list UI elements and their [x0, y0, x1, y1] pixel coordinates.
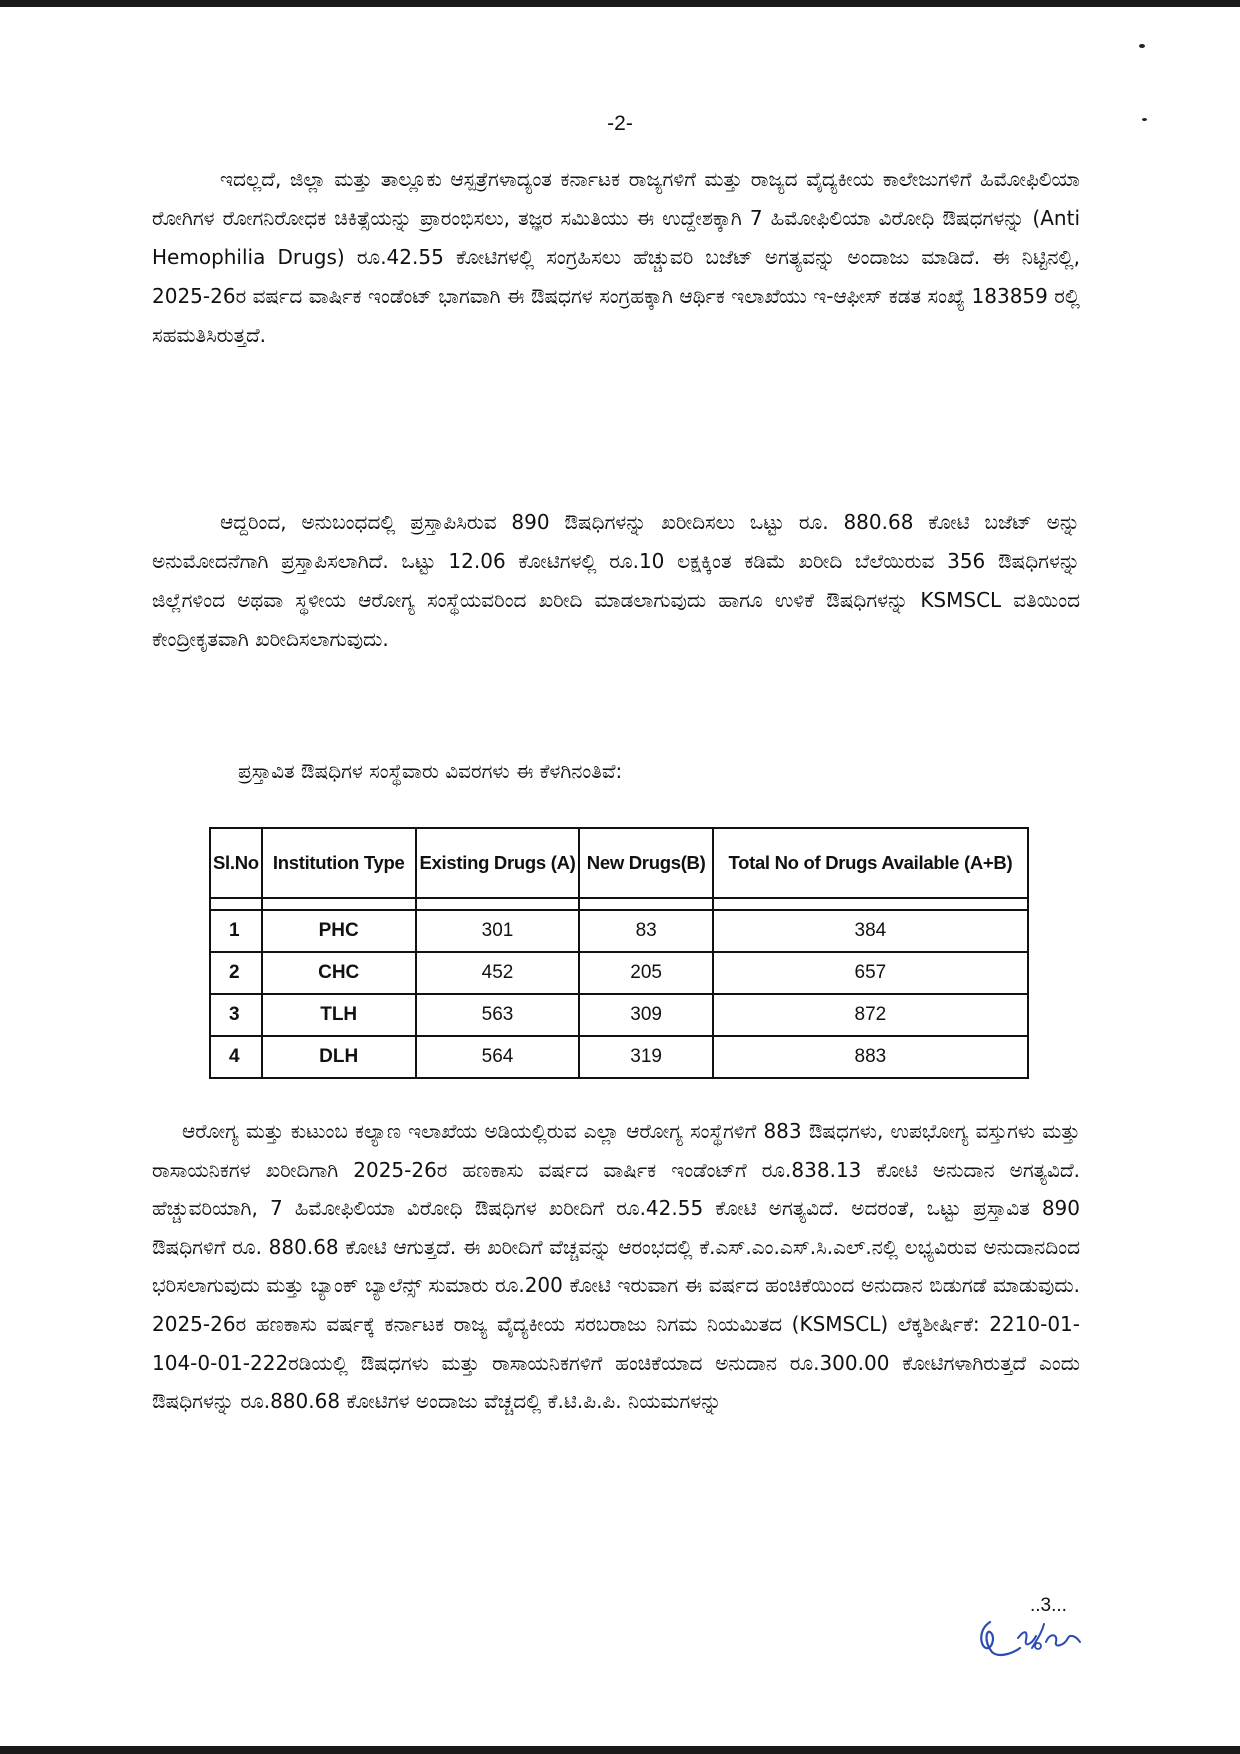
paragraph-hemophilia-budget: ಇದಲ್ಲದೆ, ಜಿಲ್ಲಾ ಮತ್ತು ತಾಲ್ಲೂಕು ಆಸ್ಪತ್ರೆಗಳಾದ್ಯಂತ ಕರ್ನಾಟಕ ರಾಜ್ಯಗಳಿಗೆ ಮತ್ತು ರಾಜ್ಯದ ವೈದ್ಯಕೀಯ ಕಾಲೇಜುಗಳಿಗೆ ಹಿಮೋಫಿಲಿಯಾ ರೋಗಿಗಳ ರೋಗನಿರೋಧಕ ಚಿಕಿತ್ಸೆಯನ್ನು ಪ್ರಾರಂಭಿಸಲು, ತಜ್ಞರ ಸಮಿತಿಯು ಈ ಉದ್ದೇಶಕ್ಕಾಗಿ 7 ಹಿಮೋಫಿಲಿಯಾ ವಿರೋಧಿ ಔಷಧಗಳನ್ನು (Anti Hemophilia Drugs) ರೂ.42.55 ಕೋಟಿಗಳಲ್ಲಿ ಸಂಗ್ರಹಿಸಲು ಹೆಚ್ಚುವರಿ ಬಜೆಟ್ ಅಗತ್ಯವನ್ನು ಅಂದಾಜು ಮಾಡಿದೆ. ಈ ನಿಟ್ಟಿನಲ್ಲಿ, 2025-26ರ ವರ್ಷದ ವಾರ್ಷಿಕ ಇಂಡೆಂಟ್ ಭಾಗವಾಗಿ ಈ ಔಷಧಗಳ ಸಂಗ್ರಹಕ್ಕಾಗಿ ಆರ್ಥಿಕ ಇಲಾಖೆಯು ಇ-ಆಫೀಸ್ ಕಡತ ಸಂಖ್ಯೆ 183859 ರಲ್ಲಿ ಸಹಮತಿಸಿರುತ್ತದೆ.	[152, 167, 1080, 347]
paragraph-budget-details: ಆರೋಗ್ಯ ಮತ್ತು ಕುಟುಂಬ ಕಲ್ಯಾಣ ಇಲಾಖೆಯ ಅಡಿಯಲ್ಲಿರುವ ಎಲ್ಲಾ ಆರೋಗ್ಯ ಸಂಸ್ಥೆಗಳಿಗೆ 883 ಔಷಧಗಳು, ಉಪಭೋಗ್ಯ ವಸ್ತುಗಳು ಮತ್ತು ರಾಸಾಯನಿಕಗಳ ಖರೀದಿಗಾಗಿ 2025-26ರ ಹಣಕಾಸು ವರ್ಷದ ವಾರ್ಷಿಕ ಇಂಡೆಂಟ್‌ಗೆ ರೂ.838.13 ಕೋಟಿ ಅನುದಾನ ಅಗತ್ಯವಿದೆ. ಹೆಚ್ಚುವರಿಯಾಗಿ, 7 ಹಿಮೋಫಿಲಿಯಾ ವಿರೋಧಿ ಔಷಧಿಗಳ ಖರೀದಿಗೆ ರೂ.42.55 ಕೋಟಿ ಅಗತ್ಯವಿದೆ. ಅದರಂತೆ, ಒಟ್ಟು ಪ್ರಸ್ತಾವಿತ 890 ಔಷಧಿಗಳಿಗೆ ರೂ. 880.68 ಕೋಟಿ ಆಗುತ್ತದೆ. ಈ ಖರೀದಿಗೆ ವೆಚ್ಚವನ್ನು ಆರಂಭದಲ್ಲಿ ಕೆ.ಎಸ್.ಎಂ.ಎಸ್.ಸಿ.ಎಲ್.ನಲ್ಲಿ ಲಭ್ಯವಿರುವ ಅನುದಾನದಿಂದ ಭರಿಸಲಾಗುವುದು ಮತ್ತು ಬ್ಯಾಂಕ್ ಬ್ಯಾಲೆನ್ಸ್ ಸುಮಾರು ರೂ.200 ಕೋಟಿ ಇರುವಾಗ ಈ ವರ್ಷದ ಹಂಚಿಕೆಯಿಂದ ಅನುದಾನ ಬಿಡುಗಡೆ ಮಾಡುವುದು. 2025-26ರ ಹಣಕಾಸು ವರ್ಷಕ್ಕೆ ಕರ್ನಾಟಕ ರಾಜ್ಯ ವೈದ್ಯಕೀಯ ಸರಬರಾಜು ನಿಗಮ ನಿಯಮಿತದ (KSMSCL) ಲೆಕ್ಕಶೀರ್ಷಿಕೆ: 2210-01-104-0-01-222ರಡಿಯಲ್ಲಿ ಔಷಧಗಳು ಮತ್ತು ರಾಸಾಯನಿಕಗಳಿಗೆ ಹಂಚಿಕೆಯಾದ ಅನುದಾನ ರೂ.300.00 ಕೋಟಿಗಳಾಗಿರುತ್ತದೆ ಎಂದು ಔಷಧಿಗಳನ್ನು ರೂ.880.68 ಕೋಟಿಗಳ ಅಂದಾಜು ವೆಚ್ಚದಲ್ಲಿ ಕೆ.ಟಿ.ಪಿ.ಪಿ. ನಿಯಮಗಳನ್ನು	[152, 1119, 1080, 1414]
cell-total-drugs: 657	[713, 952, 1028, 994]
table-spacer-row	[210, 898, 1028, 910]
page-number: -2-	[607, 112, 633, 135]
continuation-marker: ..3...	[1030, 1595, 1067, 1616]
header-institution-type: Institution Type	[262, 828, 416, 898]
cell-existing-drugs: 564	[416, 1036, 580, 1078]
table-intro: ಪ್ರಸ್ತಾವಿತ ಔಷಧಿಗಳ ಸಂಸ್ಥೆವಾರು ವಿವರಗಳು ಈ ಕೆಳಗಿನಂತಿವೆ:	[238, 759, 623, 783]
cell-sl-no: 2	[210, 952, 262, 994]
header-total-drugs: Total No of Drugs Available (A+B)	[713, 828, 1028, 898]
scan-bottom-edge	[0, 1746, 1240, 1754]
cell-existing-drugs: 563	[416, 994, 580, 1036]
drugs-table	[209, 827, 1029, 1079]
cell-institution-type: TLH	[262, 994, 416, 1036]
cell-existing-drugs: 452	[416, 952, 580, 994]
cell-new-drugs: 309	[579, 994, 712, 1036]
cell-new-drugs: 205	[579, 952, 712, 994]
table-row	[210, 1036, 1028, 1078]
scan-speck	[1139, 44, 1145, 48]
cell-new-drugs: 83	[579, 910, 712, 952]
signature-mark	[972, 1608, 1092, 1668]
table-header-row	[210, 828, 1028, 898]
cell-existing-drugs: 301	[416, 910, 580, 952]
header-existing-drugs: Existing Drugs (A)	[416, 828, 580, 898]
cell-new-drugs: 319	[579, 1036, 712, 1078]
header-new-drugs: New Drugs(B)	[579, 828, 712, 898]
paragraph-drug-procurement: ಆದ್ದರಿಂದ, ಅನುಬಂಧದಲ್ಲಿ ಪ್ರಸ್ತಾಪಿಸಿರುವ 890 ಔಷಧಿಗಳನ್ನು ಖರೀದಿಸಲು ಒಟ್ಟು ರೂ. 880.68 ಕೋಟಿ ಬಜೆಟ್ ಅನ್ನು ಅನುಮೋದನೆಗಾಗಿ ಪ್ರಸ್ತಾಪಿಸಲಾಗಿದೆ. ಒಟ್ಟು 12.06 ಕೋಟಿಗಳಲ್ಲಿ ರೂ.10 ಲಕ್ಷಕ್ಕಿಂತ ಕಡಿಮೆ ಖರೀದಿ ಬೆಲೆಯಿರುವ 356 ಔಷಧಿಗಳನ್ನು ಜಿಲ್ಲೆಗಳಿಂದ ಅಥವಾ ಸ್ಥಳೀಯ ಆರೋಗ್ಯ ಸಂಸ್ಥೆಯವರಿಂದ ಖರೀದಿ ಮಾಡಲಾಗುವುದು ಹಾಗೂ ಉಳಿಕೆ ಔಷಧಿಗಳನ್ನು KSMSCL ವತಿಯಿಂದ ಕೇಂದ್ರೀಕೃತವಾಗಿ ಖರೀದಿಸಲಾಗುವುದು.	[152, 510, 1080, 651]
table-row	[210, 952, 1028, 994]
cell-institution-type: PHC	[262, 910, 416, 952]
cell-sl-no: 3	[210, 994, 262, 1036]
cell-institution-type: DLH	[262, 1036, 416, 1078]
header-sl-no: Sl.No	[210, 828, 262, 898]
table-row	[210, 910, 1028, 952]
cell-total-drugs: 883	[713, 1036, 1028, 1078]
cell-institution-type: CHC	[262, 952, 416, 994]
table-row	[210, 994, 1028, 1036]
scan-top-edge	[0, 0, 1240, 7]
cell-sl-no: 1	[210, 910, 262, 952]
scan-speck	[1142, 118, 1147, 121]
cell-total-drugs: 384	[713, 910, 1028, 952]
cell-sl-no: 4	[210, 1036, 262, 1078]
cell-total-drugs: 872	[713, 994, 1028, 1036]
